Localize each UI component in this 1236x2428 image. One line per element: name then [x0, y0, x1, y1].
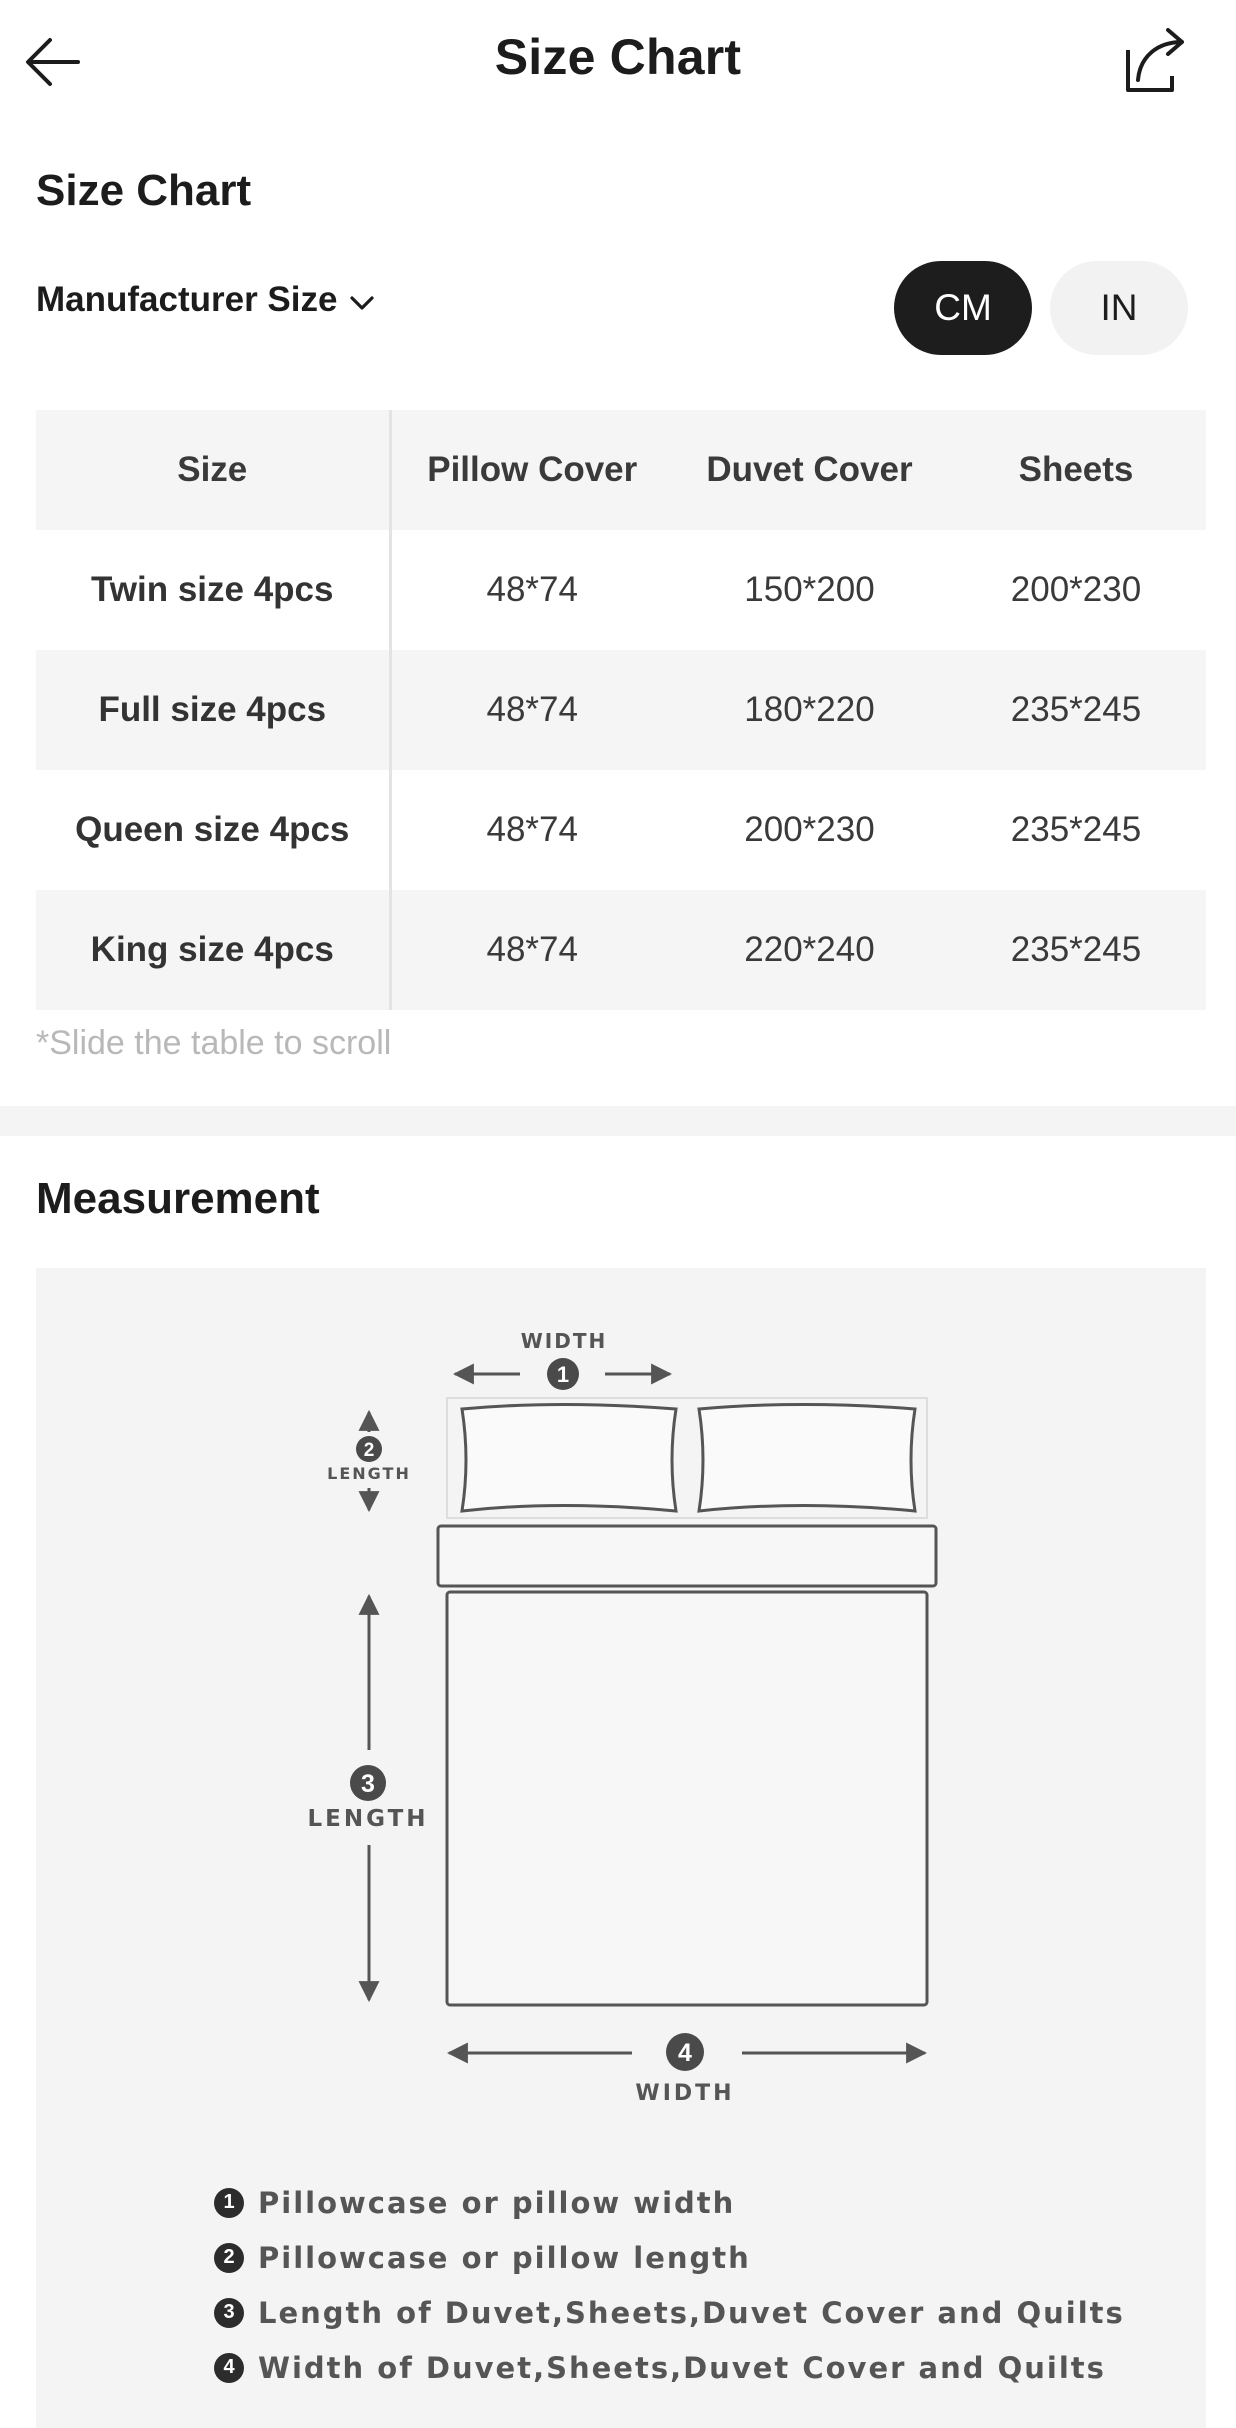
duvet — [447, 1592, 927, 2005]
table-cell: 150*200 — [744, 570, 875, 609]
pillow-right — [699, 1405, 915, 1512]
table-cell-size: Full size 4pcs — [36, 650, 390, 770]
pillow-left — [462, 1405, 676, 1512]
legend-text: Pillowcase or pillow width — [258, 2185, 736, 2220]
legend-item — [214, 2230, 1125, 2285]
unit-toggle-cm[interactable]: CM — [894, 261, 1032, 355]
column-header-duvet-cover: Duvet Cover — [706, 450, 913, 489]
legend-number: 3 — [214, 2298, 244, 2328]
table-cell: 235*245 — [1010, 810, 1142, 849]
scroll-hint: *Slide the table to scroll — [36, 1024, 392, 1062]
legend-text: Pillowcase or pillow length — [258, 2240, 751, 2275]
page-title: Size Chart — [494, 29, 742, 85]
size-system-label: Manufacturer Size — [36, 280, 338, 319]
legend-number: 2 — [214, 2243, 244, 2273]
table-cell: 180*220 — [744, 690, 875, 729]
table-cell: 220*240 — [744, 930, 875, 969]
table-cell: 235*245 — [1010, 690, 1142, 729]
measurement-heading: Measurement — [36, 1174, 320, 1223]
width-label-bottom: WIDTH — [635, 2081, 735, 2106]
column-header-sheets: Sheets — [1018, 450, 1134, 489]
marker-4-label: 4 — [678, 2039, 692, 2067]
table-cell: 200*230 — [1010, 570, 1142, 609]
legend-item — [214, 2175, 1125, 2230]
size-chart-heading: Size Chart — [36, 166, 252, 215]
table-cell-size: King size 4pcs — [36, 890, 390, 1010]
table-cell: 235*245 — [1010, 930, 1142, 969]
table-cell: 48*74 — [486, 570, 578, 609]
marker-1-label: 1 — [556, 1362, 570, 1387]
column-header-pillow-cover: Pillow Cover — [427, 450, 638, 489]
table-cell: 48*74 — [486, 690, 578, 729]
width-label-top: WIDTH — [520, 1329, 608, 1353]
legend-text: Width of Duvet,Sheets,Duvet Cover and Quilts — [258, 2350, 1106, 2385]
table-cell-size: Queen size 4pcs — [36, 770, 390, 890]
legend-number: 4 — [214, 2353, 244, 2383]
measurement-legend — [214, 2175, 1125, 2395]
length-label-pillow: LENGTH — [327, 1464, 411, 1483]
column-header-size: Size — [36, 410, 390, 530]
table-cell: 48*74 — [486, 930, 578, 969]
table-cell: 200*230 — [744, 810, 875, 849]
bed-fold — [438, 1526, 936, 1586]
table-cell: 48*74 — [486, 810, 578, 849]
marker-2-label: 2 — [363, 1440, 375, 1461]
table-cell-size: Twin size 4pcs — [36, 530, 390, 650]
length-label-duvet: LENGTH — [307, 1806, 429, 1832]
unit-toggle-in[interactable]: IN — [1050, 261, 1188, 355]
legend-item — [214, 2340, 1125, 2395]
legend-number: 1 — [214, 2188, 244, 2218]
legend-item — [214, 2285, 1125, 2340]
marker-3-label: 3 — [361, 1770, 375, 1798]
legend-text: Length of Duvet,Sheets,Duvet Cover and Quilts — [258, 2295, 1125, 2330]
